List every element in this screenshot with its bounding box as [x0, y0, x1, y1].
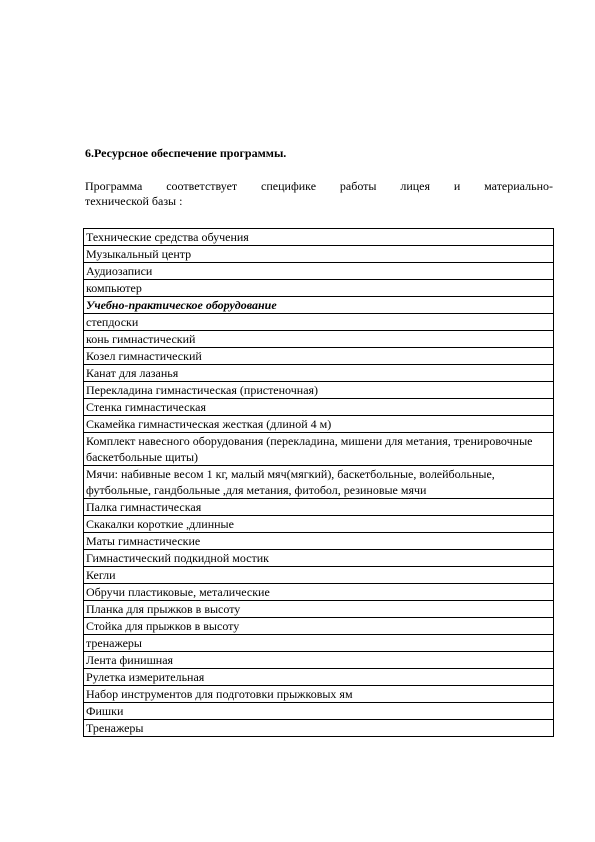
table-row	[84, 246, 554, 263]
table-row	[84, 280, 554, 297]
table-row	[84, 433, 554, 466]
table-row	[84, 466, 554, 499]
table-row	[84, 669, 554, 686]
intro-paragraph	[85, 179, 553, 209]
table-cell: Рулетка измерительная	[84, 669, 554, 686]
table-row	[84, 382, 554, 399]
intro-line-2: технической базы :	[85, 194, 183, 208]
table-cell: Стойка для прыжков в высоту	[84, 618, 554, 635]
table-row	[84, 416, 554, 433]
table-subheading-cell: Учебно-практическое оборудование	[84, 297, 554, 314]
table-row	[84, 499, 554, 516]
table-cell: Музыкальный центр	[84, 246, 554, 263]
table-cell: Технические средства обучения	[84, 229, 554, 246]
table-cell: Гимнастический подкидной мостик	[84, 550, 554, 567]
table-row	[84, 652, 554, 669]
table-cell: Перекладина гимнастическая (пристеночная)	[84, 382, 554, 399]
table-cell: Набор инструментов для подготовки прыжковых ям	[84, 686, 554, 703]
table-row	[84, 365, 554, 382]
table-cell: Кегли	[84, 567, 554, 584]
table-row	[84, 601, 554, 618]
table-row	[84, 516, 554, 533]
table-cell: тренажеры	[84, 635, 554, 652]
table-cell: конь гимнастический	[84, 331, 554, 348]
table-cell: компьютер	[84, 280, 554, 297]
table-cell: Комплект навесного оборудования (перекладина, мишени для метания, тренировочные баскетбольные щиты)	[84, 433, 554, 466]
table-row	[84, 348, 554, 365]
table-row	[84, 567, 554, 584]
table-cell: Фишки	[84, 703, 554, 720]
table-row	[84, 297, 554, 314]
table-row	[84, 331, 554, 348]
table-cell: Аудиозаписи	[84, 263, 554, 280]
table-row	[84, 314, 554, 331]
table-cell: Тренажеры	[84, 720, 554, 737]
table-row	[84, 584, 554, 601]
table-cell: Канат для лазанья	[84, 365, 554, 382]
table-cell: Палка гимнастическая	[84, 499, 554, 516]
table-cell: Козел гимнастический	[84, 348, 554, 365]
table-cell: Лента финишная	[84, 652, 554, 669]
table-row	[84, 550, 554, 567]
table-cell: Мячи: набивные весом 1 кг, малый мяч(мягкий), баскетбольные, волейбольные, футбольные, гандбольные ,для метания, фитобол, резиновые мячи	[84, 466, 554, 499]
table-row	[84, 703, 554, 720]
table-cell: Скакалки короткие ,длинные	[84, 516, 554, 533]
table-row	[84, 263, 554, 280]
table-cell: Стенка гимнастическая	[84, 399, 554, 416]
table-row	[84, 229, 554, 246]
table-row	[84, 618, 554, 635]
table-row	[84, 399, 554, 416]
section-heading: 6.Ресурсное обеспечение программы.	[85, 146, 287, 160]
table-row	[84, 635, 554, 652]
table-cell: Скамейка гимнастическая жесткая (длиной 4 м)	[84, 416, 554, 433]
resources-table	[83, 228, 554, 737]
table-cell: Планка для прыжков в высоту	[84, 601, 554, 618]
table-row	[84, 720, 554, 737]
table-cell: степдоски	[84, 314, 554, 331]
table-row	[84, 686, 554, 703]
table-cell: Маты гимнастические	[84, 533, 554, 550]
table-cell: Обручи пластиковые, металические	[84, 584, 554, 601]
table-row	[84, 533, 554, 550]
intro-line-1: Программа соответствует специфике работы лицея и материально-	[85, 179, 553, 193]
